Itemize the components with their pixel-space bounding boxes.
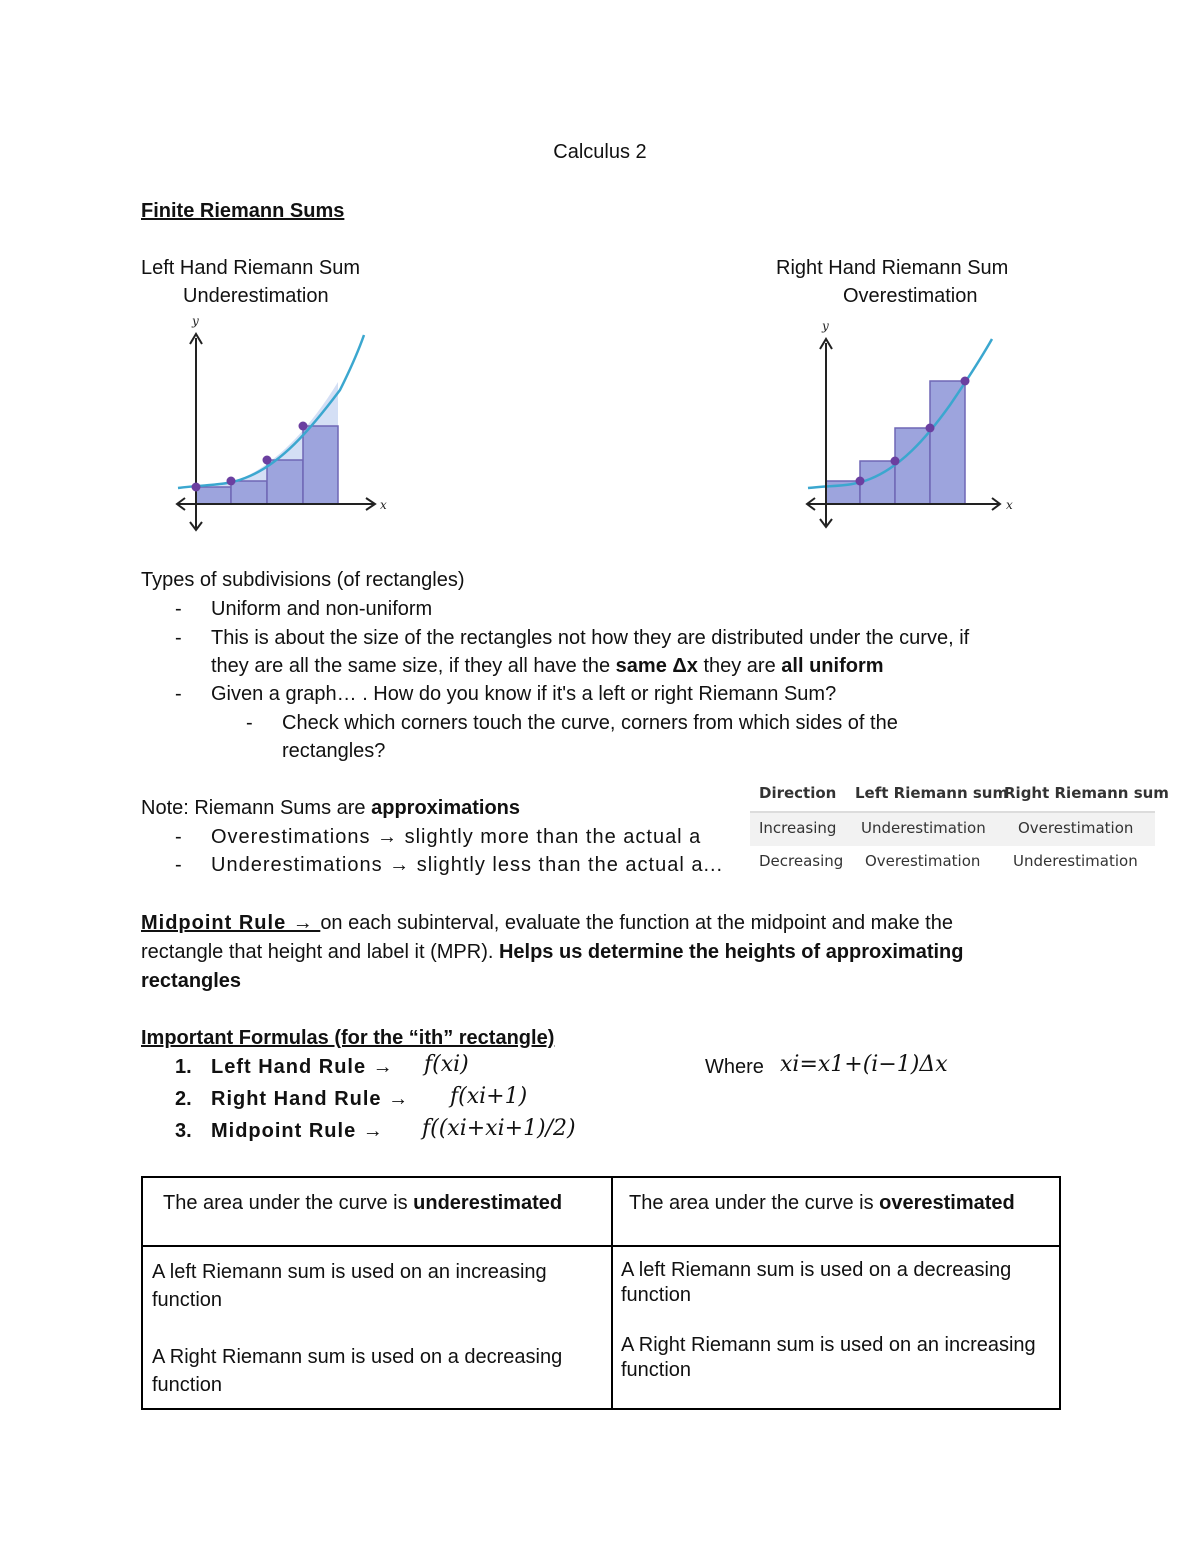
table-cell: Overestimation [865, 852, 981, 870]
right-riemann-graph [800, 315, 1030, 535]
sub-list-item-continued: rectangles? [282, 740, 386, 762]
left-graph-title: Left Hand Riemann Sum [141, 257, 361, 279]
table-divider [143, 1245, 1059, 1247]
list-item: Underestimations → slightly less than the actual a... [211, 854, 724, 876]
header-underestimated: The area under the curve is underestimated [163, 1192, 563, 1214]
bold-same-dx: same Δx [615, 655, 698, 677]
midpoint-line-2: rectangle that height and label it (MPR). Helps us determine the heights of approximating [141, 941, 964, 963]
list-item: Given a graph… . How do you know if it's a left or right Riemann Sum? [211, 683, 837, 705]
list-item: Uniform and non-uniform [211, 598, 433, 620]
midpoint-line-3: rectangles [141, 970, 242, 992]
header-overestimated: The area under the curve is overestimated [629, 1192, 1015, 1214]
right-y-label: y [822, 319, 829, 333]
page-title: Calculus 2 [553, 141, 647, 163]
left-rect-1 [196, 487, 231, 504]
formula-number: 1. [175, 1056, 192, 1078]
table-cell: Underestimation [1013, 852, 1138, 870]
sub-bullet-dash: - [246, 712, 253, 734]
where-label: Where [705, 1056, 764, 1078]
left-point-1 [192, 483, 201, 492]
table-cell: A left Riemann sum is used on a decreasing function [621, 1259, 1012, 1306]
bold-all-uniform: all uniform [781, 655, 884, 677]
sub-list-item: Check which corners touch the curve, corners from which sides of the [282, 712, 898, 734]
left-rect-3 [267, 460, 303, 504]
direction-table [750, 778, 1169, 879]
table-cell: Decreasing [759, 852, 844, 870]
left-graph-subtitle: Underestimation [183, 285, 329, 307]
table-row [750, 811, 1155, 846]
formula-right: f(xi+1) [450, 1084, 528, 1109]
bold-helps: Helps us determine the heights of approximating [498, 941, 964, 963]
bullet-dash: - [175, 627, 182, 649]
midpoint-line: Midpoint Rule → on each subinterval, evaluate the function at the midpoint and make the [141, 912, 953, 934]
subdivisions-heading: Types of subdivisions (of rectangles) [141, 569, 465, 591]
list-item-continued: they are all the same size, if they all have the same Δx they are all uniform [211, 655, 884, 677]
formula-label: Left Hand Rule → [211, 1056, 394, 1078]
left-y-label: y [192, 314, 199, 328]
estimate-table [141, 1176, 1061, 1410]
table-cell: Underestimation [861, 819, 986, 837]
formula-label: Midpoint Rule → [211, 1120, 384, 1142]
table-cell: A Right Riemann sum is used on an increasing function [621, 1334, 1036, 1381]
right-point-3 [926, 424, 935, 433]
right-graph-subtitle: Overestimation [843, 285, 978, 307]
right-point-1 [856, 477, 865, 486]
table-cell: A Right Riemann sum is used on a decreasing function [152, 1346, 563, 1396]
direction-table-header [750, 778, 1169, 811]
table-cell: Overestimation [1018, 819, 1134, 837]
formula-midpoint: f((xi+xi+1)/2) [422, 1116, 576, 1141]
bullet-dash: - [175, 854, 182, 876]
midpoint-label: Midpoint Rule → [141, 912, 321, 934]
left-point-3 [263, 456, 272, 465]
formula-number: 2. [175, 1088, 192, 1110]
right-graph-title: Right Hand Riemann Sum [776, 257, 1009, 279]
right-rect-3 [895, 428, 930, 504]
table-cell: A left Riemann sum is used on an increasing function [152, 1261, 547, 1311]
bullet-dash: - [175, 598, 182, 620]
formula-label: Right Hand Rule → [211, 1088, 410, 1110]
header-cell: Right Riemann sum [1004, 784, 1169, 802]
bold-approximations: approximations [371, 797, 521, 819]
list-item: This is about the size of the rectangles not how they are distributed under the curve, if [211, 627, 970, 649]
right-point-2 [891, 457, 900, 466]
right-rect-4 [930, 381, 965, 504]
formula-number: 3. [175, 1120, 192, 1142]
where-formula: xi=x1+(i−1)Δx [780, 1052, 948, 1077]
list-item: Overestimations → slightly more than the actual a [211, 826, 702, 848]
left-rect-4 [303, 426, 338, 504]
formulas-heading: Important Formulas (for the “ith” rectangle) [141, 1027, 555, 1049]
bullet-dash: - [175, 683, 182, 705]
note-line: Note: Riemann Sums are approximations [141, 797, 521, 819]
left-point-2 [227, 477, 236, 486]
left-x-label: x [380, 498, 387, 512]
formula-left: f(xi) [424, 1052, 469, 1077]
bullet-dash: - [175, 826, 182, 848]
right-x-label: x [1006, 498, 1013, 512]
left-rect-2 [231, 481, 267, 504]
table-row [750, 846, 1155, 879]
left-riemann-graph [170, 310, 400, 535]
table-divider [611, 1178, 613, 1408]
right-point-4 [961, 377, 970, 386]
header-cell: Left Riemann sum [855, 784, 1009, 802]
header-cell: Direction [759, 784, 837, 802]
left-point-4 [299, 422, 308, 431]
section-heading: Finite Riemann Sums [141, 200, 345, 222]
table-cell: Increasing [759, 819, 837, 837]
